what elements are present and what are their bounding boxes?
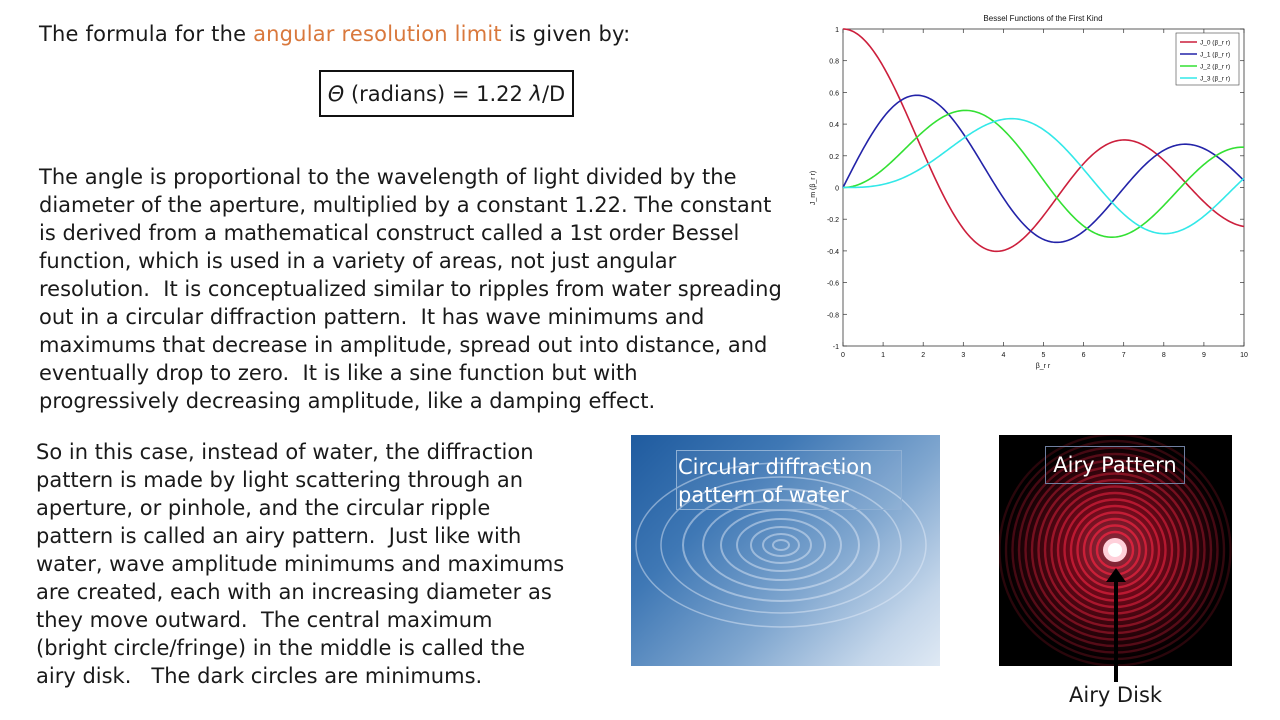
legend-entry: J_1 (β_r r): [1200, 51, 1231, 59]
paragraph-line: eventually drop to zero. It is like a sine function but with: [39, 361, 638, 385]
intro-after: is given by:: [501, 22, 631, 46]
intro-before: The formula for the: [39, 22, 254, 46]
bessel-chart: [805, 8, 1260, 380]
intro-highlight: angular resolution limit: [253, 22, 502, 46]
paragraph-line: maximums that decrease in amplitude, spread out into distance, and: [39, 333, 768, 357]
paragraph-line: diameter of the aperture, multiplied by a constant 1.22. The constant: [39, 193, 772, 217]
x-tick-label: 6: [1081, 352, 1086, 359]
formula-tail: /D: [541, 81, 566, 106]
paragraph-line: water, wave amplitude minimums and maximums: [36, 552, 565, 576]
x-tick-label: 1: [881, 352, 886, 359]
legend-entry: J_3 (β_r r): [1200, 75, 1231, 83]
paragraph-line: progressively decreasing amplitude, like a damping effect.: [39, 389, 656, 413]
paragraph-line: The angle is proportional to the wavelength of light divided by the: [39, 165, 737, 189]
airy-caption: Airy Pattern: [1045, 446, 1185, 484]
x-tick-label: 4: [1001, 352, 1006, 359]
paragraph-line: airy disk. The dark circles are minimums.: [36, 664, 483, 688]
paragraph-line: are created, each with an increasing diameter as: [36, 580, 552, 604]
y-tick-label: -1: [832, 344, 839, 351]
paragraph-line: pattern is called an airy pattern. Just like with: [36, 524, 522, 548]
paragraph-line: (bright circle/fringe) in the middle is called the: [36, 636, 526, 660]
x-axis-label: β_r r: [1035, 363, 1051, 370]
arrow-shaft-lower: [1114, 666, 1118, 682]
paragraph-line: they move outward. The central maximum: [36, 608, 493, 632]
x-tick-label: 9: [1201, 352, 1206, 359]
y-tick-label: 0: [835, 185, 839, 193]
x-tick-label: 2: [921, 352, 926, 359]
water-caption-line: pattern of water: [678, 483, 849, 507]
paragraph-airy-explanation: [36, 438, 596, 690]
x-tick-label: 5: [1041, 352, 1046, 359]
paragraph-line: out in a circular diffraction pattern. It has wave minimums and: [39, 305, 705, 329]
chart-title: Bessel Functions of the First Kind: [983, 14, 1103, 23]
legend-entry: J_0 (β_r r): [1200, 39, 1231, 47]
y-tick-label: -0.2: [826, 217, 839, 225]
airy-pattern-image: [999, 435, 1232, 666]
y-axis-label: J_m (β_r r): [810, 170, 817, 206]
y-tick-label: 0.6: [829, 90, 839, 98]
legend-entry: J_2 (β_r r): [1200, 63, 1231, 71]
x-tick-label: 0: [841, 352, 845, 359]
theta-symbol: Θ: [327, 81, 345, 106]
arrow-shaft: [1114, 580, 1118, 666]
paragraph-line: resolution. It is conceptualized similar to ripples from water spreading: [39, 277, 782, 301]
y-tick-label: 0.4: [829, 122, 839, 130]
x-tick-label: 10: [1240, 352, 1248, 359]
x-tick-label: 7: [1121, 352, 1126, 359]
water-caption: [676, 450, 902, 510]
x-tick-label: 3: [961, 352, 966, 359]
paragraph-line: function, which is used in a variety of areas, not just angular: [39, 249, 677, 273]
paragraph-line: pattern is made by light scattering through an: [36, 468, 524, 492]
airy-disk-label: Airy Disk: [1069, 683, 1163, 707]
y-tick-label: 0.8: [829, 58, 839, 66]
y-tick-label: -0.4: [826, 248, 839, 256]
lambda-symbol: λ: [529, 81, 542, 106]
x-tick-label: 8: [1161, 352, 1166, 359]
y-tick-label: -0.8: [826, 312, 839, 320]
intro-line: [39, 22, 630, 46]
paragraph-line: is derived from a mathematical construct called a 1st order Bessel: [39, 221, 740, 245]
formula-box: [319, 70, 574, 117]
paragraph-line: aperture, or pinhole, and the circular ripple: [36, 496, 491, 520]
chart-legend: [1176, 33, 1239, 85]
y-tick-label: 0.2: [829, 153, 839, 161]
water-caption-line: Circular diffraction: [678, 455, 873, 479]
water-diffraction-image: [631, 435, 940, 666]
y-tick-label: 1: [835, 27, 839, 34]
formula-text: (radians) = 1.22: [344, 81, 530, 106]
paragraph-line: So in this case, instead of water, the diffraction: [36, 440, 534, 464]
paragraph-bessel-explanation: [39, 163, 819, 415]
y-tick-label: -0.6: [826, 280, 839, 288]
